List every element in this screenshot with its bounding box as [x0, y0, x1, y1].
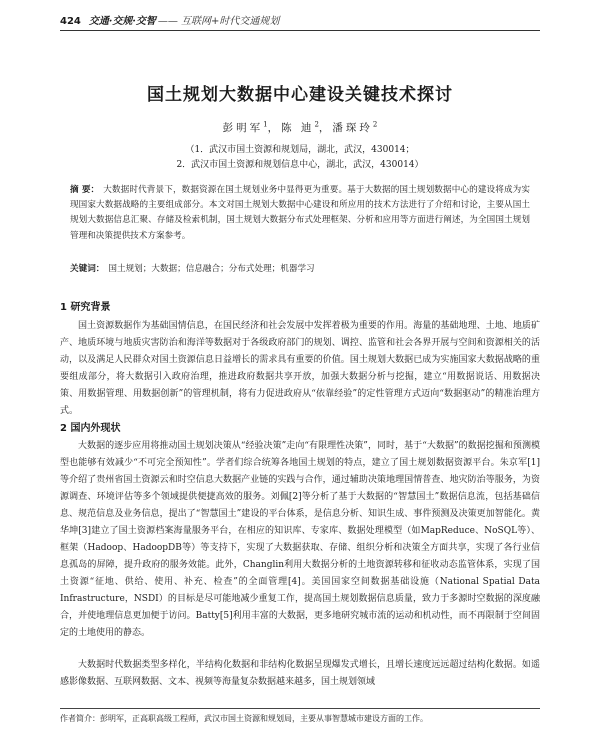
keywords-text: 国土规划；大数据；信息融合；分布式处理；机器学习 — [108, 264, 315, 274]
affiliation-1: （1．武汉市国土资源和规划局，湖北，武汉，430014； — [185, 145, 415, 155]
author-affil-mark: 2 — [314, 120, 319, 129]
section-heading-status: 2 国内外现状 — [60, 423, 121, 434]
running-head — [60, 14, 540, 31]
body-paragraph: 大数据的逐步应用将推动国土规划决策从“经验决策”走向“有限理性决策”，同时，基于“大数据”的数据挖掘和预测模型也能够有效减少“不可完全预知性”。学者们综合统筹各地国土规划的特点，建立了国土规划数据资源平台。朱京军[1]等介绍了贵州省国土资源云和时空信息大数据产业链的实践与合作，通过辅助决策地理国情普查、地灾防治等服务，为资源调查、环境评估等多个领域提供便捷高效的服务。刘佩[2]等分析了基于大数据的“智慧国土”数据信息流，包括基础信息、规范信息及业务信息，提出了“智慧国土”建设的平台体系，是信息分析、知识生成、事件预测及决策更加智能化。黄华坤[3]建立了国土资源档案海量服务平台，在相应的知识库、专家库、数据处理模型（如MapReduce、NoSQL等）、框架（Hadoop、HadoopDB等）等支持下，实现了大数据获取、存储、组织分析和决策全方面共享，实现了各行业信息孤岛的屏障，提升政府的服务效能。此外，Changlin利用大数据分析的土地资源转移和征收动态监管体系，实现了国土资源“征地、供给、使用、补充、检查”的全面管理[4]。美国国家空间数据基础设施（National Spatial Data Infrastructure，NSDI）的目标是尽可能地减少重复工作，提高国土规划数据信息质量，致力于多源时空数据的深度融合，并使地理信息更加便于访问。Batty[5]利用丰富的大数据，更多地研究城市流的运动和机动性，而不再限制于空间固定的土地使用的静态。 — [60, 441, 540, 638]
issue-title: —— 互联网+时代交通规划 — [157, 16, 280, 27]
keywords-label: 关键词： — [70, 264, 105, 274]
abstract-text: 大数据时代背景下，数据资源在国土规划业务中显得更为重要。基于大数据的国土规划数据中心的建设将成为实现国家大数据战略的主要组成部分。本文对国土规划大数据中心建设和所应用的技术方法进行了介绍和讨论，主要从国土规划大数据信息汇聚、存储及检索机制，国土规划大数据分布式处理框架、分析和应用等方面进行阐述，为全国国土规划管理和决策提供技术方案参考。 — [70, 185, 530, 241]
abstract-label: 摘 要： — [70, 185, 100, 195]
author-separator: ， — [267, 122, 282, 134]
author-footnote: 作者简介：彭明军，正高职高级工程师，武汉市国土资源和规划局，主要从事智慧城市建设方面的工作。 — [60, 708, 540, 725]
keywords — [70, 262, 530, 276]
section-heading-background: 1 研究背景 — [60, 302, 111, 313]
author-separator: ， — [318, 122, 333, 134]
author-list — [60, 120, 540, 135]
author-affil-mark: 2 — [372, 120, 378, 129]
author-name: 潘琛玲 — [332, 122, 373, 134]
author-name: 彭明军 — [222, 122, 264, 134]
abstract — [70, 183, 530, 244]
body-paragraph: 国土资源数据作为基础国情信息，在国民经济和社会发展中发挥着极为重要的作用。海量的基础地理、土地、地质矿产、地质环境与地质灾害防治和海洋等数据对于各级政府部门的规划、调控、监管和社会各界开展与空间和资源相关的活动，以及满足人民群众对国土资源信息日益增长的需求具有重要的价值。国土规划大数据已成为实施国家大数据战略的重要组成部分，将大数据引入政府治理，推进政府数据共享开放，加强大数据分析与挖掘，建立“用数据说话、用数据决策、用数据管理、用数据创新”的管理机制，将有力促进政府从“依靠经验”的定性管理方式迈向“数据驱动”的精准治理方式。 — [60, 321, 540, 416]
body-paragraph: 大数据时代数据类型多样化，半结构化数据和非结构化数据呈现爆发式增长，且增长速度远远超过结构化数据。如遥感影像数据、互联网数据、文本、视频等海量复杂数据越来越多，国土规划领域 — [60, 660, 540, 687]
author-name: 陈 迪 — [281, 122, 315, 134]
journal-name: 交通·交规·交智 — [88, 16, 156, 27]
affiliation-2: 2．武汉市国土资源和规划信息中心，湖北，武汉，430014） — [176, 160, 424, 170]
page-number: 424 — [60, 16, 81, 27]
paper-title: 国土规划大数据中心建设关键技术探讨 — [147, 85, 453, 105]
author-affil-mark: 1 — [263, 120, 268, 129]
